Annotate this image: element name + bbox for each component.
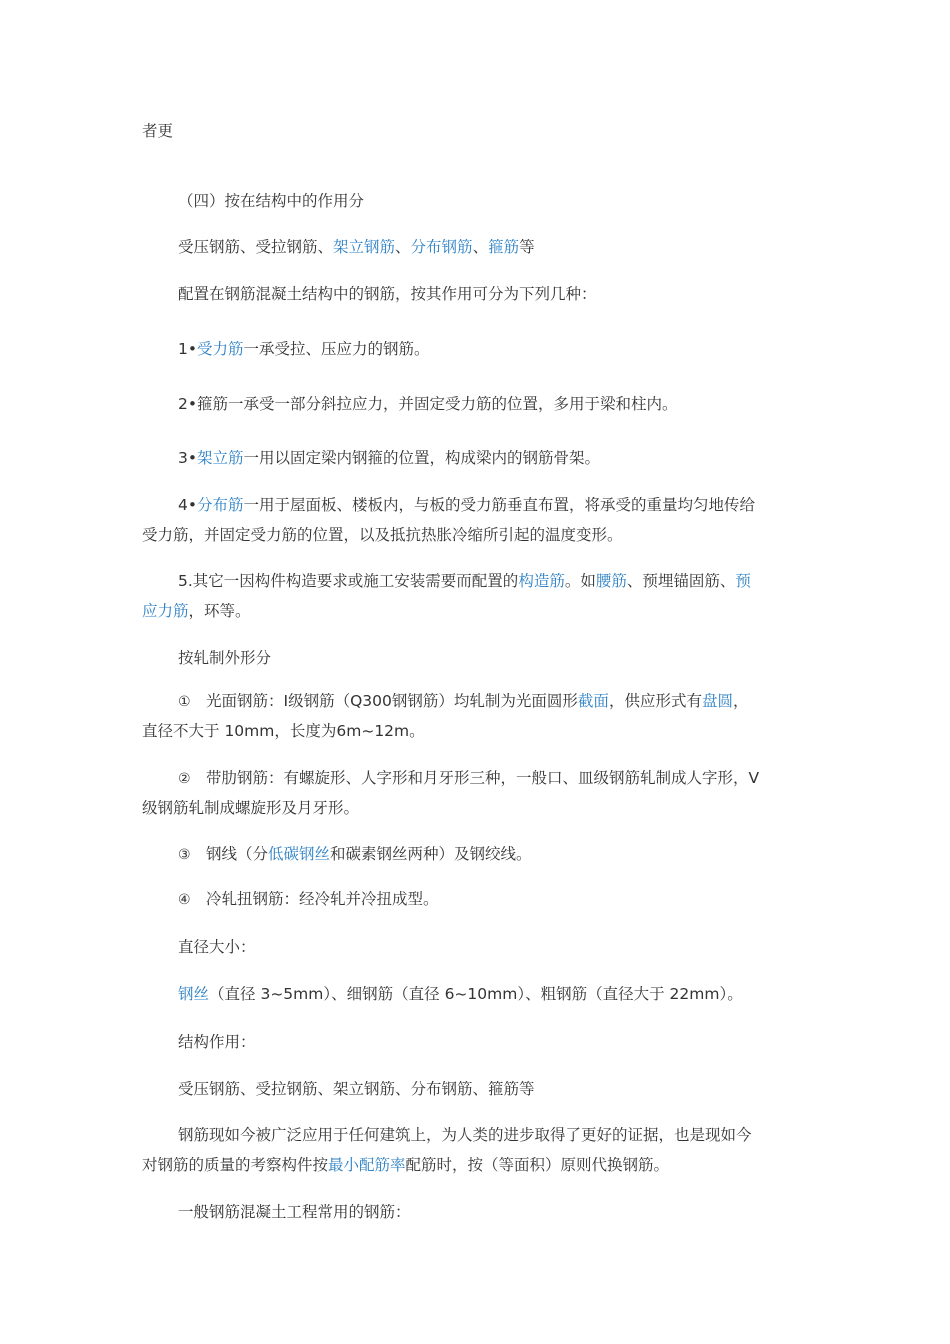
common-rebar-heading: 一般钢筋混凝土工程常用的钢筋：: [178, 1203, 411, 1221]
link-steel-wire[interactable]: 钢丝: [178, 985, 210, 1003]
list-item-continuation: 级钢筋轧制成螺旋形及月牙形。: [142, 799, 360, 817]
link-prestressed-bar-cont[interactable]: 应力筋: [142, 602, 189, 620]
list-item: ④ 冷轧扭钢筋：经冷轧并冷扭成型。: [178, 888, 439, 911]
config-intro: 配置在钢筋混凝土结构中的钢筋，按其作用可分为下列几种：: [178, 285, 597, 303]
circled-two-marker: ②: [178, 771, 191, 787]
rolling-heading: 按轧制外形分: [178, 649, 272, 667]
link-erection-bar[interactable]: 架立钢筋: [333, 238, 396, 256]
link-distribution-bar[interactable]: 分布钢筋: [410, 238, 473, 256]
link-cross-section[interactable]: 截面: [577, 692, 609, 710]
list-item-continuation: 应力筋，环等。: [142, 602, 251, 620]
list-item-continuation: 受力筋，并固定受力筋的位置，以及抵抗热胀冷缩所引起的温度变形。: [142, 526, 623, 544]
circled-three-marker: ③: [178, 847, 191, 863]
link-waist-bar[interactable]: 腰筋: [595, 572, 627, 590]
heading-by-structural-role: （四）按在结构中的作用分: [178, 192, 365, 210]
list-item: 2•箍筋一承受一部分斜拉应力，并固定受力筋的位置，多用于梁和柱内。: [178, 395, 678, 413]
link-low-carbon-wire[interactable]: 低碳钢丝: [268, 845, 331, 863]
diameter-heading: 直径大小：: [178, 938, 256, 956]
link-min-reinforcement-ratio[interactable]: 最小配筋率: [328, 1156, 406, 1174]
link-main-bar[interactable]: 受力筋: [197, 340, 244, 358]
rebar-types-line: 受压钢筋、受拉钢筋、架立钢筋、分布钢筋、箍筋等: [178, 238, 535, 256]
list-item: 5.其它一因构件构造要求或施工安装需要而配置的构造筋。如腰筋、预埋锚固筋、预: [178, 572, 751, 590]
link-erection-bar-2[interactable]: 架立筋: [197, 449, 244, 467]
list-item: 1•受力筋一承受拉、压应力的钢筋。: [178, 340, 430, 358]
structure-heading: 结构作用：: [178, 1033, 256, 1051]
link-prestressed-bar[interactable]: 预: [735, 572, 751, 590]
circled-one-marker: ①: [178, 694, 191, 710]
list-item: ② 带肋钢筋：有螺旋形、人字形和月牙形三种，一般口、皿级钢筋轧制成人字形，V: [178, 767, 759, 790]
list-item: ③ 钢线（分低碳钢丝和碳素钢丝两种）及钢绞线。: [178, 843, 532, 866]
structure-line: 受压钢筋、受拉钢筋、架立钢筋、分布钢筋、箍筋等: [178, 1080, 535, 1098]
list-item-continuation: 直径不大于 10mm，长度为6m~12m。: [142, 722, 425, 740]
link-coil[interactable]: 盘圆: [701, 692, 733, 710]
diameter-line: 钢丝（直径 3~5mm）、细钢筋（直径 6~10mm）、粗钢筋（直径大于 22mm）。: [178, 985, 743, 1003]
circled-four-marker: ④: [178, 892, 191, 908]
list-item: ① 光面钢筋：I级钢筋（Q300钢钢筋）均轧制为光面圆形截面，供应形式有盘圆，: [178, 690, 748, 713]
closing-paragraph-continuation: 对钢筋的质量的考察构件按最小配筋率配筋时，按（等面积）原则代换钢筋。: [142, 1156, 670, 1174]
closing-paragraph: 钢筋现如今被广泛应用于任何建筑上，为人类的进步取得了更好的证据，也是现如今: [178, 1126, 752, 1144]
list-item: 4•分布筋一用于屋面板、楼板内，与板的受力筋垂直布置，将承受的重量均匀地传给: [178, 496, 756, 514]
link-distribution-bar-2[interactable]: 分布筋: [197, 496, 244, 514]
list-item: 3•架立筋一用以固定梁内钢箍的位置，构成梁内的钢筋骨架。: [178, 449, 601, 467]
top-fragment: 者更: [142, 122, 174, 140]
link-construction-bar[interactable]: 构造筋: [518, 572, 565, 590]
link-stirrup[interactable]: 箍筋: [488, 238, 520, 256]
